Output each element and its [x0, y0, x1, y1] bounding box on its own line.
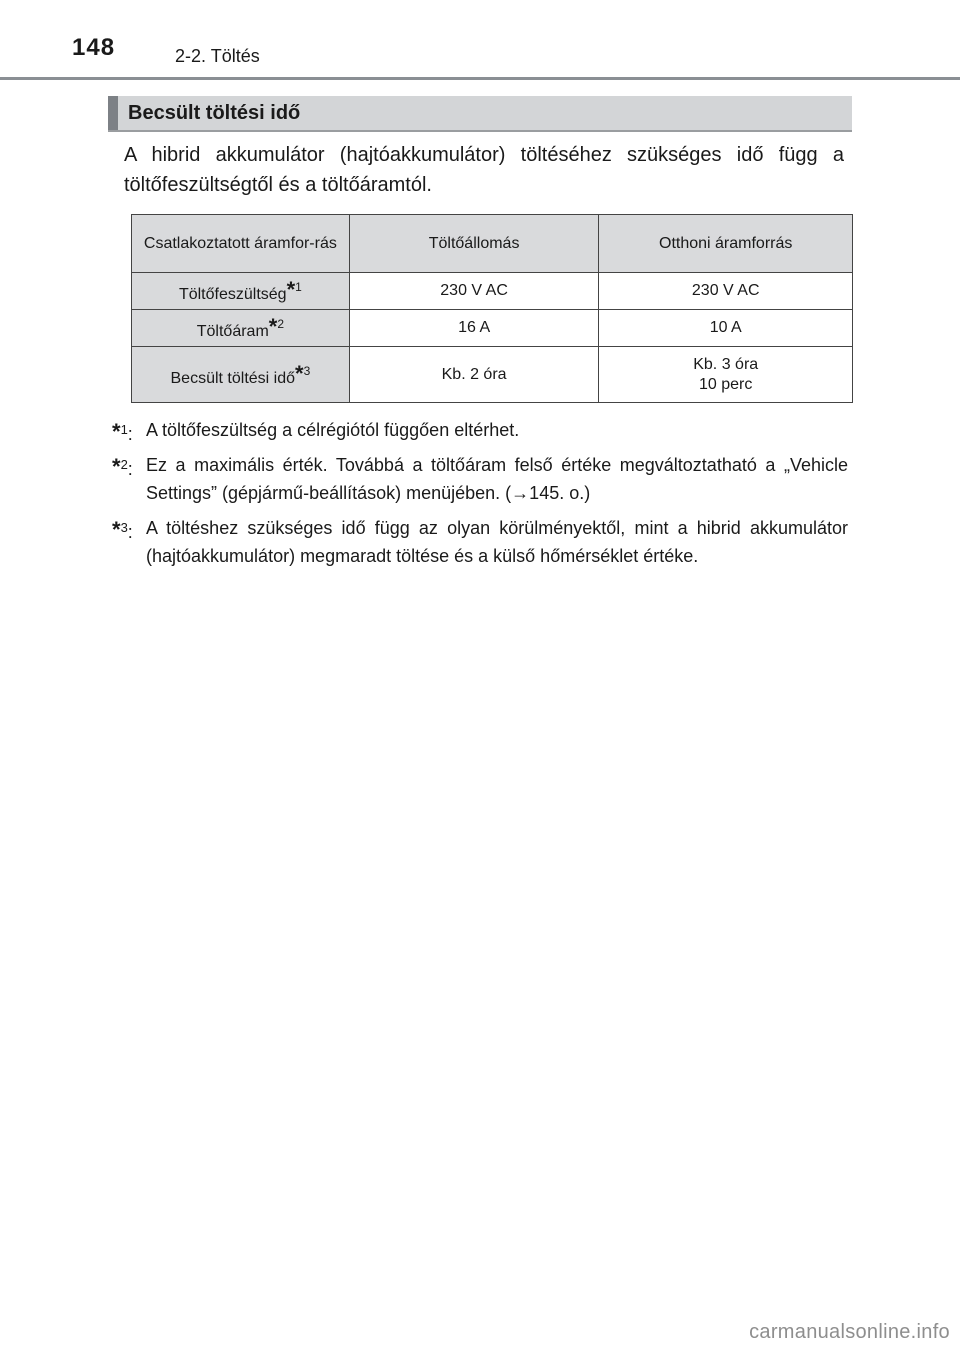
footnote-text: Ez a maximális érték. Továbbá a töltőáram felső értéke megváltoztatható a „Vehicle Settings” (gépjármű-beállítások) menüjében. (→145. o.)	[146, 455, 848, 503]
footnote-ref: 3	[303, 363, 311, 378]
header-cell-charging-station: Töltőállomás	[349, 215, 599, 273]
table-row	[132, 347, 853, 403]
footnote-colon: :	[127, 424, 133, 444]
home-value-cell: 230 V AC	[599, 273, 853, 310]
footnote-colon: :	[127, 459, 133, 479]
footnote-star: *	[286, 277, 296, 302]
home-value-cell: 10 A	[599, 310, 853, 347]
footnote-item	[112, 514, 848, 570]
footnote-marker	[112, 451, 146, 483]
table-row	[132, 310, 853, 347]
row-label: Töltőáram	[196, 323, 269, 340]
footnote-item	[112, 416, 848, 444]
header-cell-home-source: Otthoni áramforrás	[599, 215, 853, 273]
table-row	[132, 273, 853, 310]
station-value-cell: 230 V AC	[349, 273, 599, 310]
station-value-cell: 16 A	[349, 310, 599, 347]
footnote-star: *	[268, 314, 278, 339]
page-number: 148	[72, 34, 116, 61]
row-label-cell	[132, 347, 350, 403]
home-value-cell	[599, 347, 853, 403]
page-header	[0, 0, 960, 80]
header-cell-power-source	[132, 215, 350, 273]
home-value-line1: Kb. 3 óra	[693, 355, 759, 373]
footnote-marker	[112, 514, 146, 546]
footnote-text: A töltőfeszültség a célrégiótól függően eltérhet.	[146, 420, 520, 440]
header-power-source-label: Csatlakoztatott áramfor-rás	[143, 234, 337, 252]
row-label-cell	[132, 273, 350, 310]
footnote-colon: :	[127, 522, 133, 542]
charging-time-table	[131, 214, 853, 403]
section-heading	[108, 96, 852, 132]
footnotes	[112, 416, 848, 577]
row-label: Becsült töltési idő	[170, 369, 296, 387]
footnote-marker	[112, 416, 146, 448]
footnote-text: A töltéshez szükséges idő függ az olyan körülményektől, mint a hibrid akkumulátor (hajtóakkumulátor) megmaradt töltése és a külső hőmérséklet értéke.	[146, 518, 848, 566]
footnote-star: *	[295, 360, 304, 386]
row-label: Töltőfeszültség	[178, 286, 287, 303]
home-value-line2: 10 perc	[699, 375, 753, 393]
row-label-cell	[132, 310, 350, 347]
table-header-row	[132, 215, 853, 273]
heading-accent	[108, 96, 118, 130]
footnote-item	[112, 451, 848, 507]
footnote-ref: 2	[277, 317, 285, 331]
watermark: carmanualsonline.info	[749, 1321, 950, 1343]
intro-paragraph: A hibrid akkumulátor (hajtóakkumulátor) töltéséhez szükséges idő függ a töltőfeszültségtől és a töltőáramtól.	[124, 144, 844, 196]
footnote-star: *	[112, 517, 121, 542]
footnote-ref: 1	[295, 280, 302, 294]
station-value-cell: Kb. 2 óra	[349, 347, 599, 403]
footnote-star: *	[112, 419, 121, 444]
footnote-ref: 1	[120, 422, 128, 437]
section-heading-title: Becsült töltési idő	[128, 102, 301, 124]
footnote-star: *	[112, 454, 121, 479]
footnote-ref: 2	[120, 457, 128, 472]
header-rule	[0, 77, 960, 80]
footnote-ref: 3	[120, 520, 128, 535]
section-label: 2-2. Töltés	[175, 46, 260, 66]
